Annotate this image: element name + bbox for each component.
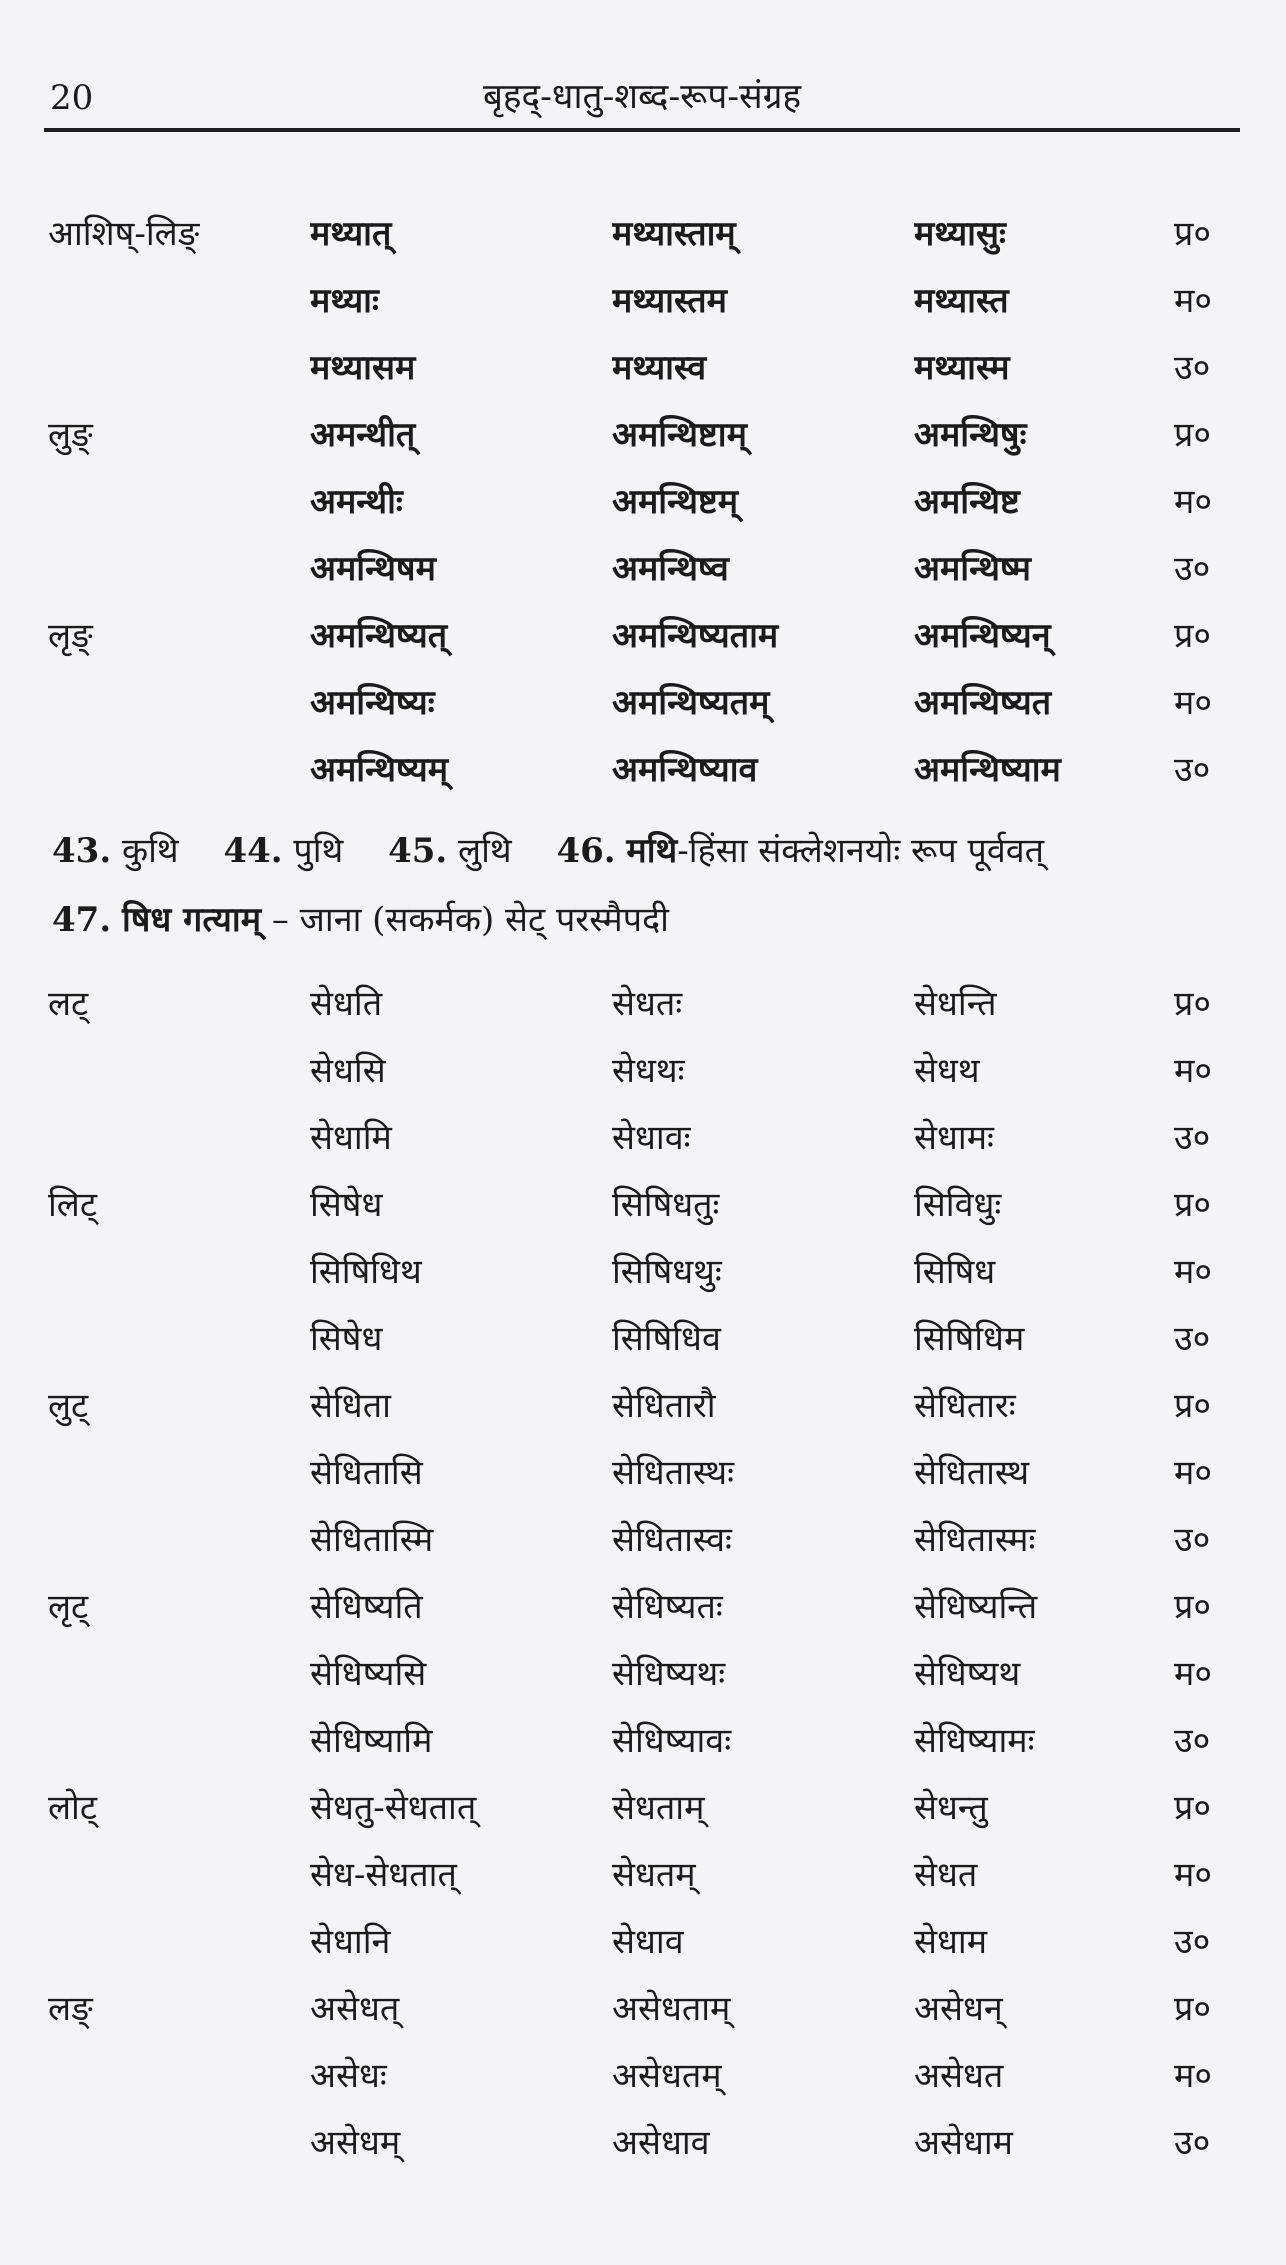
form-dual: सेधतम् xyxy=(612,1854,696,1895)
person-label: उ० xyxy=(1174,1921,1211,1962)
form-plural: सेधत xyxy=(914,1854,978,1895)
form-plural: सेधन्ति xyxy=(914,983,997,1024)
table-row xyxy=(48,734,1234,801)
form-singular: सिषिधिथ xyxy=(310,1251,422,1292)
page-header xyxy=(44,68,1240,132)
form-plural: अमन्थिष्ट xyxy=(914,481,1020,522)
table-row xyxy=(48,1638,1234,1705)
form-singular: अमन्थीः xyxy=(310,481,403,522)
lakara-label xyxy=(48,2040,310,2107)
form-dual: मथ्यास्व xyxy=(612,347,707,388)
form-dual: सेधितास्थः xyxy=(612,1452,735,1493)
lakara-label xyxy=(48,1839,310,1906)
lakara-label: लङ् xyxy=(48,1988,93,2029)
table-row xyxy=(48,265,1234,332)
lakara-label: लट् xyxy=(48,983,89,1024)
form-singular: मथ्याः xyxy=(310,280,379,321)
form-singular: अमन्थिष्यत् xyxy=(310,615,448,656)
form-dual: सिषिधिव xyxy=(612,1318,721,1359)
form-plural: सेधितास्थ xyxy=(914,1452,1030,1493)
table-row xyxy=(48,968,1234,1035)
root-heading xyxy=(52,895,669,941)
person-label: उ० xyxy=(1174,1117,1211,1158)
person-label: उ० xyxy=(1174,2122,1211,2163)
form-singular: सेधिष्यामि xyxy=(310,1720,433,1761)
table-row xyxy=(48,1370,1234,1437)
lakara-label xyxy=(48,1638,310,1705)
person-label: प्र० xyxy=(1174,1184,1212,1225)
table-row xyxy=(48,1772,1234,1839)
form-plural: सिषिध xyxy=(914,1251,996,1292)
form-singular: अमन्थिषम xyxy=(310,548,436,589)
root-name: मथि xyxy=(626,831,678,871)
lakara-label: लुङ् xyxy=(48,414,93,455)
table-row xyxy=(48,1236,1234,1303)
form-dual: सेधितास्वः xyxy=(612,1519,732,1560)
person-label: प्र० xyxy=(1174,1988,1212,2029)
person-label: म० xyxy=(1174,1452,1213,1493)
root-meaning: – जाना (सकर्मक) सेट् परस्मैपदी xyxy=(261,900,669,940)
form-singular: असेधः xyxy=(310,2055,387,2096)
form-plural: अमन्थिषुः xyxy=(914,414,1027,455)
person-label: उ० xyxy=(1174,548,1211,589)
root-number: 43. xyxy=(52,831,112,871)
table-row xyxy=(48,1303,1234,1370)
form-plural: सेधिष्यथ xyxy=(914,1653,1021,1694)
person-label: उ० xyxy=(1174,1720,1211,1761)
table-row xyxy=(48,2107,1234,2174)
form-singular: असेधत् xyxy=(310,1988,400,2029)
form-dual: सिषिधथुः xyxy=(612,1251,722,1292)
form-dual: सेधिष्यतः xyxy=(612,1586,723,1627)
lakara-label: आशिष्-लिङ् xyxy=(48,213,200,254)
form-dual: सेधावः xyxy=(612,1117,691,1158)
table-row xyxy=(48,1571,1234,1638)
form-dual: सेधिष्यथः xyxy=(612,1653,726,1694)
form-plural: मथ्यासुः xyxy=(914,213,1006,254)
conjugation-table-body xyxy=(48,198,1234,801)
person-label: उ० xyxy=(1174,1519,1211,1560)
person-label: म० xyxy=(1174,2055,1213,2096)
root-number: 46. xyxy=(556,831,616,871)
form-singular: मथ्यासम xyxy=(310,347,416,388)
form-singular: अमन्थिष्यम् xyxy=(310,749,449,790)
lakara-label: लोट् xyxy=(48,1787,97,1828)
table-row xyxy=(48,1839,1234,1906)
root-name: षिध गत्याम् xyxy=(121,900,262,940)
table-row xyxy=(48,600,1234,667)
form-dual: सेधाव xyxy=(612,1921,684,1962)
table-row xyxy=(48,1102,1234,1169)
form-singular: असेधम् xyxy=(310,2122,401,2163)
lakara-label xyxy=(48,2107,310,2174)
lakara-label xyxy=(48,1102,310,1169)
form-dual: सिषिधतुः xyxy=(612,1184,720,1225)
form-plural: असेधाम xyxy=(914,2122,1014,2163)
form-dual: असेधतम् xyxy=(612,2055,722,2096)
person-label: प्र० xyxy=(1174,213,1212,254)
form-plural: अमन्थिष्म xyxy=(914,548,1031,589)
table-row xyxy=(48,1437,1234,1504)
form-dual: अमन्थिष्टाम् xyxy=(612,414,747,455)
form-singular: अमन्थिष्यः xyxy=(310,682,435,723)
note-similar-roots xyxy=(52,826,1044,872)
lakara-label xyxy=(48,1504,310,1571)
person-label: प्र० xyxy=(1174,1385,1212,1426)
table-row xyxy=(48,466,1234,533)
root-name: कुथि xyxy=(121,831,179,871)
form-singular: सेध-सेधतात् xyxy=(310,1854,457,1895)
form-plural: सेधामः xyxy=(914,1117,994,1158)
form-singular: सेधतु-सेधतात् xyxy=(310,1787,477,1828)
form-plural: सेधितारः xyxy=(914,1385,1016,1426)
lakara-label xyxy=(48,1236,310,1303)
lakara-label: लृङ् xyxy=(48,615,93,656)
root-number: 47. xyxy=(52,900,112,940)
form-dual: असेधताम् xyxy=(612,1988,731,2029)
person-label: प्र० xyxy=(1174,983,1212,1024)
root-name: लुथि xyxy=(458,831,512,871)
form-singular: सेधिष्यसि xyxy=(310,1653,427,1694)
running-title: बृहद्-धातु-शब्द-रूप-संग्रह xyxy=(482,77,802,117)
form-singular: अमन्थीत् xyxy=(310,414,416,455)
person-label: उ० xyxy=(1174,749,1211,790)
form-dual: अमन्थिष्व xyxy=(612,548,729,589)
conjugation-table-body xyxy=(48,968,1234,2174)
table-row xyxy=(48,2040,1234,2107)
form-plural: मथ्यास्म xyxy=(914,347,1010,388)
person-label: म० xyxy=(1174,1251,1213,1292)
form-plural: अमन्थिष्यत xyxy=(914,682,1052,723)
root-name: पुथि xyxy=(293,831,344,871)
lakara-label xyxy=(48,332,310,399)
person-label: प्र० xyxy=(1174,615,1212,656)
lakara-label xyxy=(48,667,310,734)
form-plural: सेधितास्मः xyxy=(914,1519,1036,1560)
person-label: म० xyxy=(1174,481,1213,522)
form-dual: मथ्यास्तम xyxy=(612,280,727,321)
form-dual: मथ्यास्ताम् xyxy=(612,213,736,254)
page-number: 20 xyxy=(50,78,94,118)
lakara-label xyxy=(48,1906,310,1973)
form-singular: सिषेध xyxy=(310,1184,383,1225)
form-plural: सेधाम xyxy=(914,1921,988,1962)
table-row xyxy=(48,332,1234,399)
form-singular: सेधिष्यति xyxy=(310,1586,423,1627)
lakara-label xyxy=(48,265,310,332)
table-row xyxy=(48,198,1234,265)
form-singular: सेधति xyxy=(310,983,383,1024)
lakara-label xyxy=(48,466,310,533)
form-dual: सेधतः xyxy=(612,983,683,1024)
form-dual: सेधितारौ xyxy=(612,1385,716,1426)
lakara-label xyxy=(48,1705,310,1772)
table-row xyxy=(48,1973,1234,2040)
form-dual: सेधिष्यावः xyxy=(612,1720,732,1761)
lakara-label xyxy=(48,734,310,801)
form-singular: सिषेध xyxy=(310,1318,383,1359)
form-singular: मथ्यात् xyxy=(310,213,392,254)
form-singular: सेधामि xyxy=(310,1117,392,1158)
form-singular: सेधसि xyxy=(310,1050,386,1091)
person-label: उ० xyxy=(1174,347,1211,388)
person-label: म० xyxy=(1174,1050,1213,1091)
table-row xyxy=(48,399,1234,466)
form-dual: अमन्थिष्टम् xyxy=(612,481,739,522)
form-singular: सेधितासि xyxy=(310,1452,423,1493)
form-dual: अमन्थिष्यताम xyxy=(612,615,779,656)
table-row xyxy=(48,1705,1234,1772)
form-dual: अमन्थिष्यतम् xyxy=(612,682,770,723)
form-plural: सेधथ xyxy=(914,1050,980,1091)
form-singular: सेधिता xyxy=(310,1385,391,1426)
conjugation-table-manth xyxy=(48,198,1234,801)
form-plural: सिषिधिम xyxy=(914,1318,1025,1359)
table-row xyxy=(48,667,1234,734)
root-number: 44. xyxy=(223,831,283,871)
person-label: म० xyxy=(1174,682,1213,723)
lakara-label xyxy=(48,1035,310,1102)
lakara-label: लृट् xyxy=(48,1586,89,1627)
lakara-label: लिट् xyxy=(48,1184,97,1225)
form-singular: सेधितास्मि xyxy=(310,1519,434,1560)
form-plural: अमन्थिष्याम xyxy=(914,749,1061,790)
form-plural: असेधन् xyxy=(914,1988,1003,2029)
person-label: म० xyxy=(1174,1653,1213,1694)
table-row xyxy=(48,1169,1234,1236)
form-singular: सेधानि xyxy=(310,1921,391,1962)
lakara-label xyxy=(48,1303,310,1370)
form-plural: असेधत xyxy=(914,2055,1004,2096)
lakara-label: लुट् xyxy=(48,1385,89,1426)
table-row xyxy=(48,1504,1234,1571)
root-meaning: -हिंसा संक्लेशनयोः रूप पूर्ववत् xyxy=(677,831,1045,871)
person-label: प्र० xyxy=(1174,1586,1212,1627)
lakara-label xyxy=(48,1437,310,1504)
form-plural: सिविधुः xyxy=(914,1184,1002,1225)
table-row xyxy=(48,1906,1234,1973)
person-label: म० xyxy=(1174,280,1213,321)
conjugation-table-shidh xyxy=(48,968,1234,2174)
person-label: म० xyxy=(1174,1854,1213,1895)
person-label: प्र० xyxy=(1174,414,1212,455)
form-dual: सेधथः xyxy=(612,1050,685,1091)
form-plural: सेधिष्यन्ति xyxy=(914,1586,1038,1627)
form-dual: सेधताम् xyxy=(612,1787,705,1828)
form-plural: मथ्यास्त xyxy=(914,280,1009,321)
table-row xyxy=(48,1035,1234,1102)
form-dual: अमन्थिष्याव xyxy=(612,749,758,790)
form-plural: सेधन्तु xyxy=(914,1787,988,1828)
form-plural: अमन्थिष्यन् xyxy=(914,615,1051,656)
form-dual: असेधाव xyxy=(612,2122,710,2163)
table-row xyxy=(48,533,1234,600)
person-label: प्र० xyxy=(1174,1787,1212,1828)
lakara-label xyxy=(48,533,310,600)
form-plural: सेधिष्यामः xyxy=(914,1720,1035,1761)
person-label: उ० xyxy=(1174,1318,1211,1359)
root-number: 45. xyxy=(388,831,448,871)
